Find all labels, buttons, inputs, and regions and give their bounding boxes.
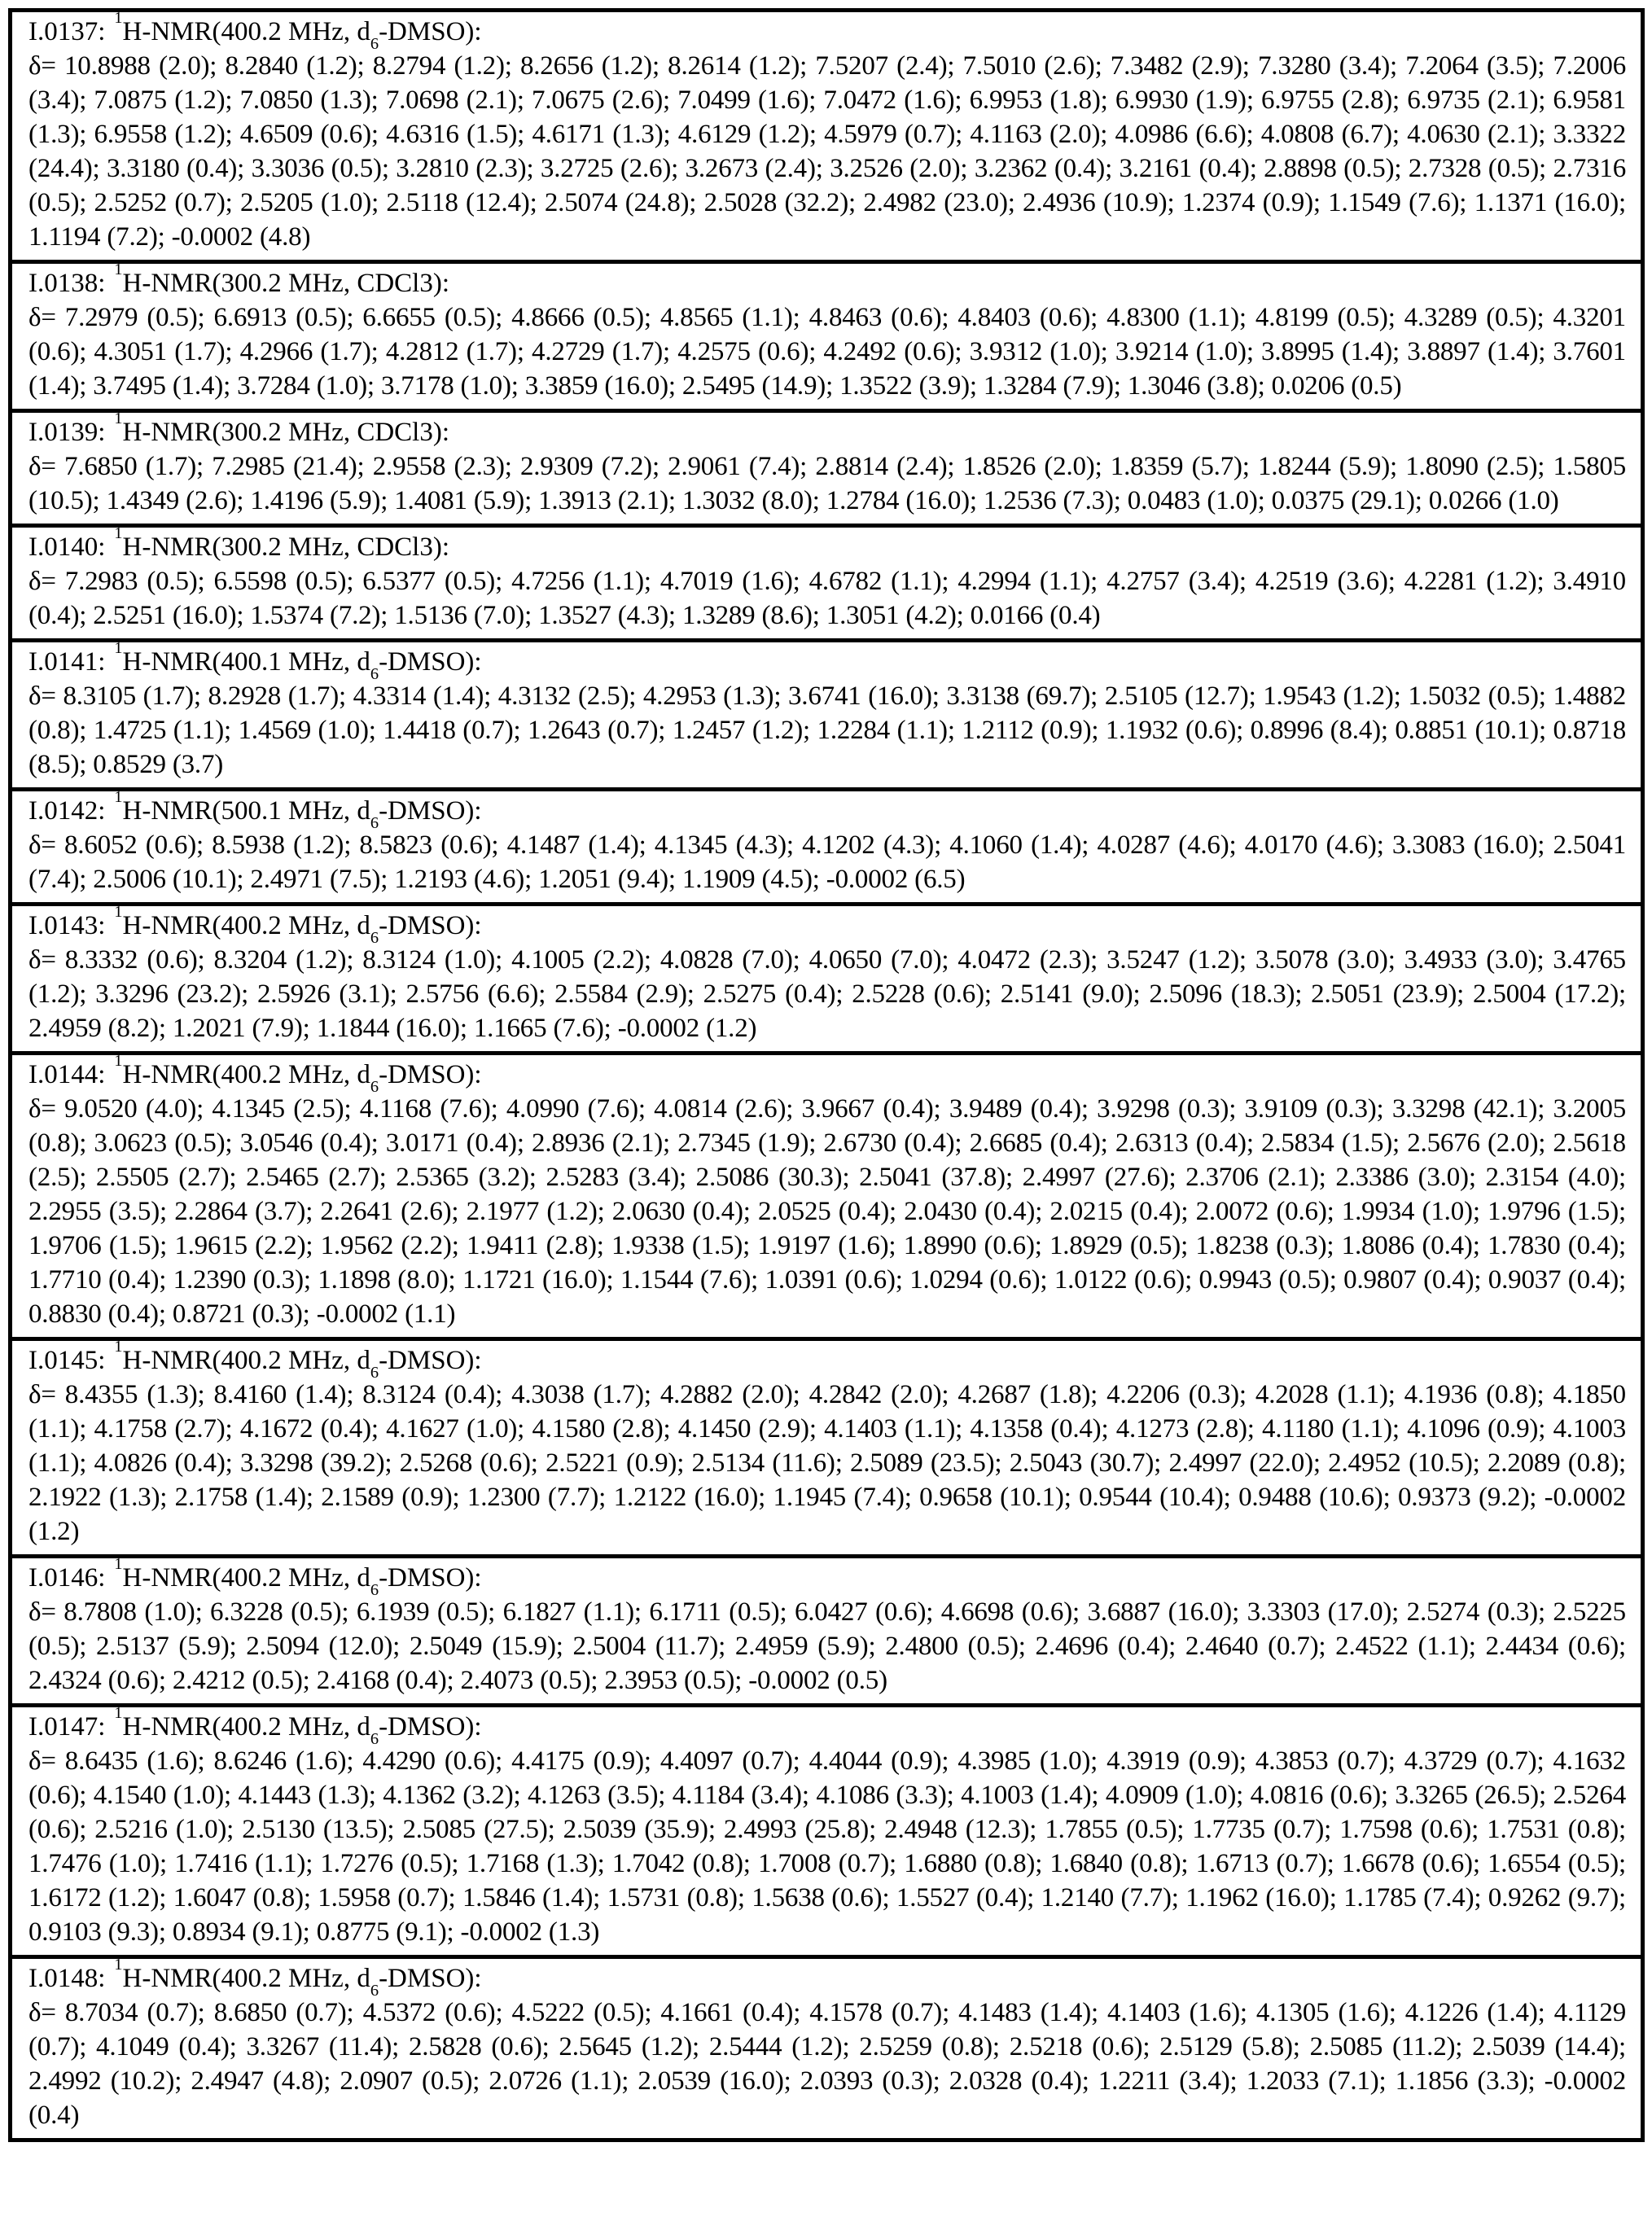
nmr-section-row [12, 902, 1641, 1051]
nmr-shift-list: δ= 7.2979 (0.5); 6.6913 (0.5); 6.6655 (0.5); 4.8666 (0.5); 4.8565 (1.1); 4.8463 (0.6); 4.8403 (0.6); 4.8300 (1.1); 4.8199 (0.5); 4.3289 (0.5); 4.3201 (0.6); 4.3051 (1.7); 4.2966 (1.7); 4.2812 (1.7); 4.2729 (1.7); 4.2575 (0.6); 4.2492 (0.6); 3.9312 (1.0); 3.9214 (1.0); 3.8995 (1.4); 3.8897 (1.4); 3.7601 (1.4); 3.7495 (1.4); 3.7284 (1.0); 3.7178 (1.0); 3.3859 (16.0); 2.5495 (14.9); 1.3522 (3.9); 1.3284 (7.9); 1.3046 (3.8); 0.0206 (0.5) [28, 303, 1626, 401]
compound-id: I.0148: [28, 1964, 106, 1993]
solvent-tail-text: -DMSO): [379, 1346, 482, 1375]
compound-id: I.0143: [28, 911, 106, 940]
nucleus-superscript: 1 [114, 409, 123, 427]
solvent-subscript: 6 [370, 1364, 379, 1382]
nmr-shift-list: δ= 8.6435 (1.6); 8.6246 (1.6); 4.4290 (0.6); 4.4175 (0.9); 4.4097 (0.7); 4.4044 (0.9); 4.3985 (1.0); 4.3919 (0.9); 4.3853 (0.7); 4.3729 (0.7); 4.1632 (0.6); 4.1540 (1.0); 4.1443 (1.3); 4.1362 (3.2); 4.1263 (3.5); 4.1184 (3.4); 4.1086 (3.3); 4.1003 (1.4); 4.0909 (1.0); 4.0816 (0.6); 3.3265 (26.5); 2.5264 (0.6); 2.5216 (1.0); 2.5130 (13.5); 2.5085 (27.5); 2.5039 (35.9); 2.4993 (25.8); 2.4948 (12.3); 1.7855 (0.5); 1.7735 (0.7); 1.7598 (0.6); 1.7531 (0.8); 1.7476 (1.0); 1.7416 (1.1); 1.7276 (0.5); 1.7168 (1.3); 1.7042 (0.8); 1.7008 (0.7); 1.6880 (0.8); 1.6840 (0.8); 1.6713 (0.7); 1.6678 (0.6); 1.6554 (0.5); 1.6172 (1.2); 1.6047 (0.8); 1.5958 (0.7); 1.5846 (1.4); 1.5731 (0.8); 1.5638 (0.6); 1.5527 (0.4); 1.2140 (7.7); 1.1962 (16.0); 1.1785 (7.4); 0.9262 (9.7); 0.9103 (9.3); 0.8934 (9.1); 0.8775 (9.1); -0.0002 (1.3) [28, 1746, 1626, 1947]
solvent-subscript: 6 [370, 665, 379, 684]
nmr-method-text: H-NMR(300.2 MHz, CDCl3): [122, 532, 450, 562]
solvent-tail-text: -DMSO): [379, 1563, 482, 1593]
nmr-shift-list: δ= 8.3105 (1.7); 8.2928 (1.7); 4.3314 (1.4); 4.3132 (2.5); 4.2953 (1.3); 3.6741 (16.0); 3.3138 (69.7); 2.5105 (12.7); 1.9543 (1.2); 1.5032 (0.5); 1.4882 (0.8); 1.4725 (1.1); 1.4569 (1.0); 1.4418 (0.7); 1.2643 (0.7); 1.2457 (1.2); 1.2284 (1.1); 1.2112 (0.9); 1.1932 (0.6); 0.8996 (8.4); 0.8851 (10.1); 0.8718 (8.5); 0.8529 (3.7) [28, 681, 1626, 779]
nmr-section-header [28, 1955, 1626, 2000]
nmr-shift-list: δ= 8.4355 (1.3); 8.4160 (1.4); 8.3124 (0.4); 4.3038 (1.7); 4.2882 (2.0); 4.2842 (2.0); 4.2687 (1.8); 4.2206 (0.3); 4.2028 (1.1); 4.1936 (0.8); 4.1850 (1.1); 4.1758 (2.7); 4.1672 (0.4); 4.1627 (1.0); 4.1580 (2.8); 4.1450 (2.9); 4.1403 (1.1); 4.1358 (0.4); 4.1273 (2.8); 4.1180 (1.1); 4.1096 (0.9); 4.1003 (1.1); 4.0826 (0.4); 3.3298 (39.2); 2.5268 (0.6); 2.5221 (0.9); 2.5134 (11.6); 2.5089 (23.5); 2.5043 (30.7); 2.4997 (22.0); 2.4952 (10.5); 2.2089 (0.8); 2.1922 (1.3); 2.1758 (1.4); 2.1589 (0.9); 1.2300 (7.7); 1.2122 (16.0); 1.1945 (7.4); 0.9658 (10.1); 0.9544 (10.4); 0.9488 (10.6); 0.9373 (9.2); -0.0002 (1.2) [28, 1380, 1626, 1546]
nucleus-superscript: 1 [114, 638, 123, 657]
nmr-section-row [12, 524, 1641, 638]
nmr-shift-list: δ= 7.6850 (1.7); 7.2985 (21.4); 2.9558 (2.3); 2.9309 (7.2); 2.9061 (7.4); 2.8814 (2.4); 1.8526 (2.0); 1.8359 (5.7); 1.8244 (5.9); 1.8090 (2.5); 1.5805 (10.5); 1.4349 (2.6); 1.4196 (5.9); 1.4081 (5.9); 1.3913 (2.1); 1.3032 (8.0); 1.2784 (16.0); 1.2536 (7.3); 0.0483 (1.0); 0.0375 (29.1); 0.0266 (1.0) [28, 452, 1626, 515]
solvent-subscript: 6 [370, 1730, 379, 1749]
nucleus-superscript: 1 [114, 1337, 123, 1356]
nmr-section-header [28, 524, 1626, 564]
nmr-method-text: H-NMR(400.2 MHz, d [122, 1060, 370, 1089]
nmr-section-row [12, 1955, 1641, 2138]
compound-id: I.0139: [28, 418, 106, 447]
nmr-section-header [28, 638, 1626, 684]
solvent-tail-text: -DMSO): [379, 1964, 482, 1993]
nmr-method-text: H-NMR(400.2 MHz, d [122, 1712, 370, 1742]
solvent-tail-text: -DMSO): [379, 647, 482, 677]
nmr-method-text: H-NMR(400.2 MHz, d [122, 17, 370, 46]
nmr-section-row [12, 260, 1641, 409]
nmr-method-text: H-NMR(300.2 MHz, CDCl3): [122, 418, 450, 447]
nmr-section-row [12, 409, 1641, 524]
nmr-section-header [28, 1337, 1626, 1382]
nmr-method-text: H-NMR(300.2 MHz, CDCl3): [122, 269, 450, 298]
nmr-section-row [12, 1703, 1641, 1955]
solvent-tail-text: -DMSO): [379, 1712, 482, 1742]
nmr-section-header [28, 8, 1626, 54]
solvent-tail-text: -DMSO): [379, 1060, 482, 1089]
nmr-method-text: H-NMR(400.1 MHz, d [122, 647, 370, 677]
nucleus-superscript: 1 [114, 1554, 123, 1573]
nmr-section-header [28, 260, 1626, 300]
nmr-shift-list: δ= 8.6052 (0.6); 8.5938 (1.2); 8.5823 (0.6); 4.1487 (1.4); 4.1345 (4.3); 4.1202 (4.3); 4.1060 (1.4); 4.0287 (4.6); 4.0170 (4.6); 3.3083 (16.0); 2.5041 (7.4); 2.5006 (10.1); 2.4971 (7.5); 1.2193 (4.6); 1.2051 (9.4); 1.1909 (4.5); -0.0002 (6.5) [28, 830, 1626, 894]
compound-id: I.0142: [28, 796, 106, 826]
compound-id: I.0141: [28, 647, 106, 677]
compound-id: I.0145: [28, 1346, 106, 1375]
nucleus-superscript: 1 [114, 1955, 123, 1974]
nmr-method-text: H-NMR(500.1 MHz, d [122, 796, 370, 826]
solvent-subscript: 6 [370, 1078, 379, 1097]
nmr-data-table [8, 8, 1645, 2142]
solvent-subscript: 6 [370, 1982, 379, 2000]
nucleus-superscript: 1 [114, 8, 123, 27]
solvent-tail-text: -DMSO): [379, 796, 482, 826]
nmr-section-header [28, 409, 1626, 449]
nmr-section-row [12, 787, 1641, 902]
nmr-section-row [12, 638, 1641, 787]
nmr-method-text: H-NMR(400.2 MHz, d [122, 911, 370, 940]
nmr-shift-list: δ= 7.2983 (0.5); 6.5598 (0.5); 6.5377 (0.5); 4.7256 (1.1); 4.7019 (1.6); 4.6782 (1.1); 4.2994 (1.1); 4.2757 (3.4); 4.2519 (3.6); 4.2281 (1.2); 3.4910 (0.4); 2.5251 (16.0); 1.5374 (7.2); 1.5136 (7.0); 1.3527 (4.3); 1.3289 (8.6); 1.3051 (4.2); 0.0166 (0.4) [28, 567, 1626, 630]
compound-id: I.0147: [28, 1712, 106, 1742]
nmr-section-header [28, 1703, 1626, 1749]
nmr-section-row [12, 8, 1641, 260]
nucleus-superscript: 1 [114, 1051, 123, 1070]
nucleus-superscript: 1 [114, 902, 123, 921]
nmr-section-header [28, 902, 1626, 948]
solvent-subscript: 6 [370, 35, 379, 54]
nmr-shift-list: δ= 8.3332 (0.6); 8.3204 (1.2); 8.3124 (1.0); 4.1005 (2.2); 4.0828 (7.0); 4.0650 (7.0); 4.0472 (2.3); 3.5247 (1.2); 3.5078 (3.0); 3.4933 (3.0); 3.4765 (1.2); 3.3296 (23.2); 2.5926 (3.1); 2.5756 (6.6); 2.5584 (2.9); 2.5275 (0.4); 2.5228 (0.6); 2.5141 (9.0); 2.5096 (18.3); 2.5051 (23.9); 2.5004 (17.2); 2.4959 (8.2); 1.2021 (7.9); 1.1844 (16.0); 1.1665 (7.6); -0.0002 (1.2) [28, 945, 1626, 1043]
solvent-tail-text: -DMSO): [379, 17, 482, 46]
nmr-section-header [28, 787, 1626, 833]
nmr-section-row [12, 1337, 1641, 1554]
compound-id: I.0140: [28, 532, 106, 562]
compound-id: I.0144: [28, 1060, 106, 1089]
nmr-shift-list: δ= 10.8988 (2.0); 8.2840 (1.2); 8.2794 (1.2); 8.2656 (1.2); 8.2614 (1.2); 7.5207 (2.4); 7.5010 (2.6); 7.3482 (2.9); 7.3280 (3.4); 7.2064 (3.5); 7.2006 (3.4); 7.0875 (1.2); 7.0850 (1.3); 7.0698 (2.1); 7.0675 (2.6); 7.0499 (1.6); 7.0472 (1.6); 6.9953 (1.8); 6.9930 (1.9); 6.9755 (2.8); 6.9735 (2.1); 6.9581 (1.3); 6.9558 (1.2); 4.6509 (0.6); 4.6316 (1.5); 4.6171 (1.3); 4.6129 (1.2); 4.5979 (0.7); 4.1163 (2.0); 4.0986 (6.6); 4.0808 (6.7); 4.0630 (2.1); 3.3322 (24.4); 3.3180 (0.4); 3.3036 (0.5); 3.2810 (2.3); 3.2725 (2.6); 3.2673 (2.4); 3.2526 (2.0); 3.2362 (0.4); 3.2161 (0.4); 2.8898 (0.5); 2.7328 (0.5); 2.7316 (0.5); 2.5252 (0.7); 2.5205 (1.0); 2.5118 (12.4); 2.5074 (24.8); 2.5028 (32.2); 2.4982 (23.0); 2.4936 (10.9); 1.2374 (0.9); 1.1549 (7.6); 1.1371 (16.0); 1.1194 (7.2); -0.0002 (4.8) [28, 51, 1626, 252]
nmr-section-header [28, 1051, 1626, 1097]
compound-id: I.0138: [28, 269, 106, 298]
nucleus-superscript: 1 [114, 524, 123, 542]
nmr-shift-list: δ= 9.0520 (4.0); 4.1345 (2.5); 4.1168 (7.6); 4.0990 (7.6); 4.0814 (2.6); 3.9667 (0.4); 3.9489 (0.4); 3.9298 (0.3); 3.9109 (0.3); 3.3298 (42.1); 3.2005 (0.8); 3.0623 (0.5); 3.0546 (0.4); 3.0171 (0.4); 2.8936 (2.1); 2.7345 (1.9); 2.6730 (0.4); 2.6685 (0.4); 2.6313 (0.4); 2.5834 (1.5); 2.5676 (2.0); 2.5618 (2.5); 2.5505 (2.7); 2.5465 (2.7); 2.5365 (3.2); 2.5283 (3.4); 2.5086 (30.3); 2.5041 (37.8); 2.4997 (27.6); 2.3706 (2.1); 2.3386 (3.0); 2.3154 (4.0); 2.2955 (3.5); 2.2864 (3.7); 2.2641 (2.6); 2.1977 (1.2); 2.0630 (0.4); 2.0525 (0.4); 2.0430 (0.4); 2.0215 (0.4); 2.0072 (0.6); 1.9934 (1.0); 1.9796 (1.5); 1.9706 (1.5); 1.9615 (2.2); 1.9562 (2.2); 1.9411 (2.8); 1.9338 (1.5); 1.9197 (1.6); 1.8990 (0.6); 1.8929 (0.5); 1.8238 (0.3); 1.8086 (0.4); 1.7830 (0.4); 1.7710 (0.4); 1.2390 (0.3); 1.1898 (8.0); 1.1721 (16.0); 1.1544 (7.6); 1.0391 (0.6); 1.0294 (0.6); 1.0122 (0.6); 0.9943 (0.5); 0.9807 (0.4); 0.9037 (0.4); 0.8830 (0.4); 0.8721 (0.3); -0.0002 (1.1) [28, 1094, 1626, 1329]
nmr-section-row [12, 1051, 1641, 1337]
nmr-shift-list: δ= 8.7034 (0.7); 8.6850 (0.7); 4.5372 (0.6); 4.5222 (0.5); 4.1661 (0.4); 4.1578 (0.7); 4.1483 (1.4); 4.1403 (1.6); 4.1305 (1.6); 4.1226 (1.4); 4.1129 (0.7); 4.1049 (0.4); 3.3267 (11.4); 2.5828 (0.6); 2.5645 (1.2); 2.5444 (1.2); 2.5259 (0.8); 2.5218 (0.6); 2.5129 (5.8); 2.5085 (11.2); 2.5039 (14.4); 2.4992 (10.2); 2.4947 (4.8); 2.0907 (0.5); 2.0726 (1.1); 2.0539 (16.0); 2.0393 (0.3); 2.0328 (0.4); 1.2211 (3.4); 1.2033 (7.1); 1.1856 (3.3); -0.0002 (0.4) [28, 1998, 1626, 2130]
compound-id: I.0146: [28, 1563, 106, 1593]
compound-id: I.0137: [28, 17, 106, 46]
nucleus-superscript: 1 [114, 1703, 123, 1722]
nmr-section-row [12, 1554, 1641, 1703]
solvent-subscript: 6 [370, 1581, 379, 1600]
solvent-subscript: 6 [370, 814, 379, 833]
nucleus-superscript: 1 [114, 260, 123, 278]
nmr-shift-list: δ= 8.7808 (1.0); 6.3228 (0.5); 6.1939 (0.5); 6.1827 (1.1); 6.1711 (0.5); 6.0427 (0.6); 4.6698 (0.6); 3.6887 (16.0); 3.3303 (17.0); 2.5274 (0.3); 2.5225 (0.5); 2.5137 (5.9); 2.5094 (12.0); 2.5049 (15.9); 2.5004 (11.7); 2.4959 (5.9); 2.4800 (0.5); 2.4696 (0.4); 2.4640 (0.7); 2.4522 (1.1); 2.4434 (0.6); 2.4324 (0.6); 2.4212 (0.5); 2.4168 (0.4); 2.4073 (0.5); 2.3953 (0.5); -0.0002 (0.5) [28, 1597, 1626, 1695]
nmr-section-header [28, 1554, 1626, 1600]
solvent-subscript: 6 [370, 929, 379, 948]
nmr-method-text: H-NMR(400.2 MHz, d [122, 1563, 370, 1593]
nmr-method-text: H-NMR(400.2 MHz, d [122, 1346, 370, 1375]
nmr-method-text: H-NMR(400.2 MHz, d [122, 1964, 370, 1993]
nucleus-superscript: 1 [114, 787, 123, 806]
solvent-tail-text: -DMSO): [379, 911, 482, 940]
